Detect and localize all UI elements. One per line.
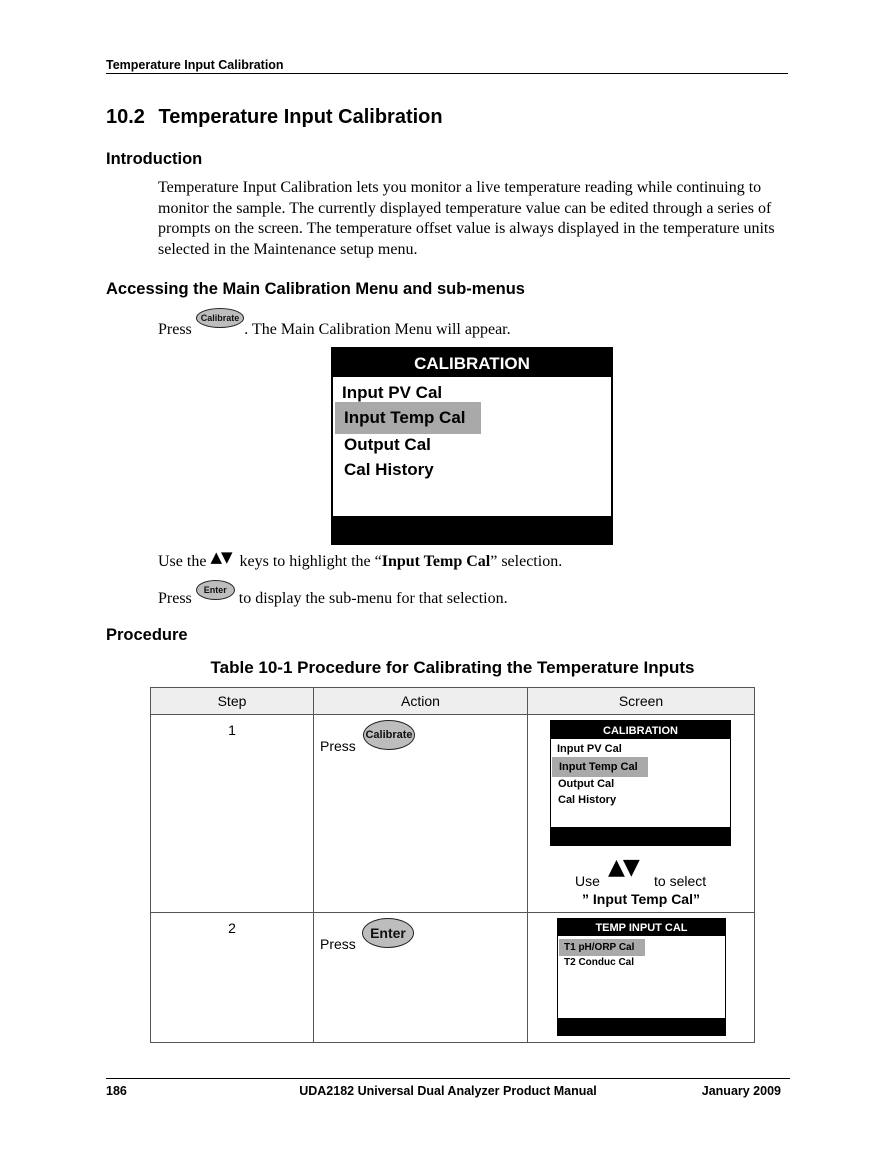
small-menu-item-input-temp-cal: Input Temp Cal (552, 757, 648, 777)
step-cell (151, 715, 314, 913)
action-press-word: Press (320, 936, 356, 952)
press-word-2: Press (158, 590, 196, 607)
screen-cell (528, 715, 755, 913)
calibration-screen-small (550, 720, 731, 846)
up-down-arrows-icon: ▲▼ (210, 548, 232, 566)
procedure-table (150, 687, 755, 1043)
screen-cell (528, 913, 755, 1043)
menu-item-output-cal: Output Cal (344, 435, 431, 454)
section-title-text: Temperature Input Calibration (158, 106, 443, 128)
step-cell (151, 913, 314, 1043)
step-number: 2 (228, 920, 236, 936)
action-cell (314, 715, 528, 913)
temp-menu-item-t1-ph-orp-cal: T1 pH/ORP Cal (559, 939, 645, 956)
page-footer (106, 1078, 790, 1098)
enter-key-icon: Enter (196, 580, 235, 600)
temp-menu-item-t2-conduc-cal: T2 Conduc Cal (564, 957, 635, 968)
press-calibrate-line (158, 308, 511, 342)
procedure-heading: Procedure (106, 626, 188, 644)
small-menu-item-input-pv-cal: Input PV Cal (557, 743, 622, 755)
calibration-screen-footer-bar (333, 516, 611, 543)
menu-item-input-temp-cal: Input Temp Cal (335, 402, 481, 434)
selection-name: Input Temp Cal (381, 553, 491, 570)
column-header-screen: Screen (528, 688, 755, 715)
table-header-row (151, 688, 755, 715)
temp-input-cal-screen (557, 918, 726, 1036)
action-cell (314, 913, 528, 1043)
action-press-word: Press (320, 738, 356, 754)
accessing-heading: Accessing the Main Calibration Menu and sub-menus (106, 280, 525, 298)
small-menu-item-output-cal: Output Cal (558, 778, 615, 790)
introduction-paragraph: Temperature Input Calibration lets you monitor a live temperature reading while continuing to monitor the sample. The currently displayed temperature value can be edited through a series of prompts on the screen. The temperature offset value is always displayed in the temperature units selected in the Maintenance setup menu. (158, 179, 775, 258)
small-screen-title: CALIBRATION (551, 721, 730, 739)
running-header: Temperature Input Calibration (106, 58, 788, 74)
step-number: 1 (228, 722, 236, 738)
press-enter-result: to display the sub-menu for that selection. (234, 590, 508, 607)
table-caption: Table 10-1 Procedure for Calibrating the Temperature Inputs (210, 658, 695, 677)
note-selection: ” Input Temp Cal” (582, 891, 700, 907)
menu-item-input-pv-cal: Input PV Cal (342, 383, 443, 402)
table-row (151, 913, 755, 1043)
page-number: 186 (106, 1084, 127, 1098)
manual-title: UDA2182 Universal Dual Analyzer Product Manual (299, 1084, 597, 1098)
calibrate-key-icon: Calibrate (363, 720, 415, 750)
press-calibrate-result: . The Main Calibration Menu will appear. (244, 321, 511, 338)
table-row (151, 715, 755, 913)
section-title (106, 106, 443, 129)
note-use: Use (575, 873, 600, 889)
small-menu-item-cal-history: Cal History (558, 794, 617, 806)
small-screen-footer-bar (551, 827, 730, 845)
press-enter-line (158, 580, 508, 608)
temp-screen-title: TEMP INPUT CAL (558, 919, 725, 936)
calibration-screen-title: CALIBRATION (333, 349, 611, 377)
section-number: 10.2 (106, 106, 145, 128)
calibrate-key-icon: Calibrate (196, 308, 245, 328)
publication-date: January 2009 (701, 1084, 781, 1098)
enter-key-icon: Enter (362, 918, 414, 948)
selection-end-text: ” selection. (490, 553, 563, 570)
introduction-heading: Introduction (106, 150, 203, 168)
press-word: Press (158, 321, 196, 338)
use-arrows-line (158, 548, 563, 571)
keys-text: keys to highlight the “ (235, 553, 382, 570)
note-to-select: to select (654, 873, 707, 889)
column-header-step: Step (151, 688, 314, 715)
column-header-action: Action (314, 688, 528, 715)
menu-item-cal-history: Cal History (344, 460, 434, 479)
temp-screen-footer-bar (558, 1018, 725, 1035)
use-the-text: Use the (158, 553, 211, 570)
note-up-down-arrows-icon: ▲▼ (608, 855, 638, 880)
calibration-screen (331, 347, 613, 545)
